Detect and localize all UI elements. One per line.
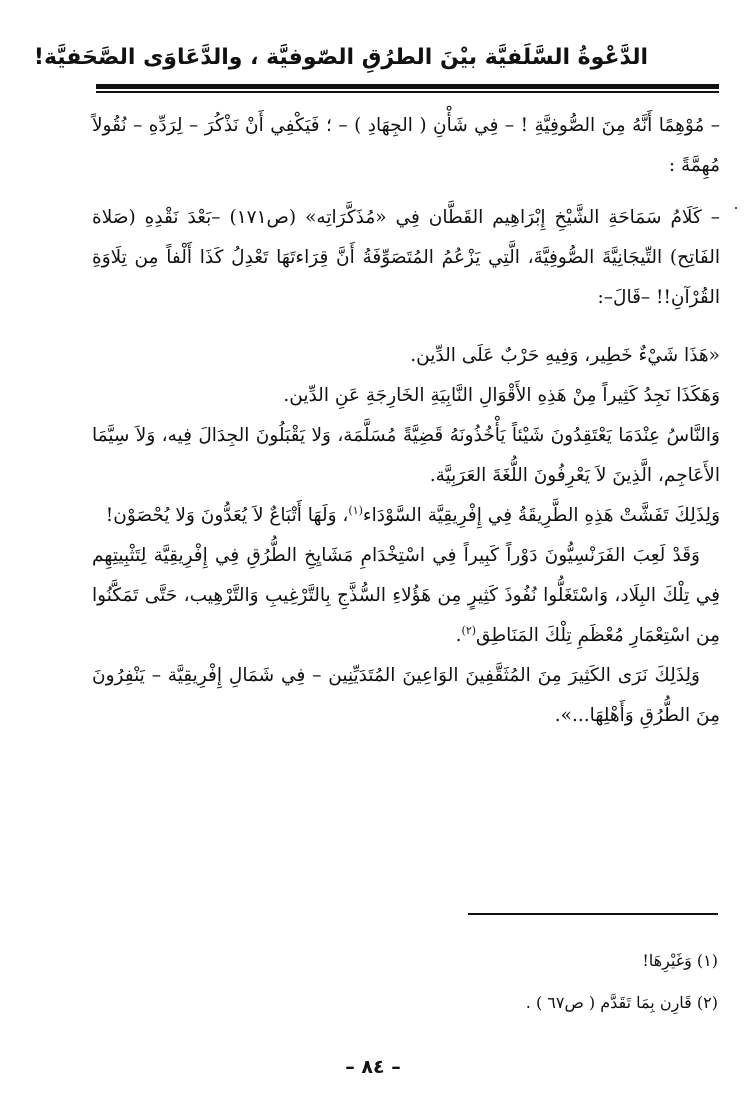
footnote-2: (٢) قَارِن بِمَا تَقَدَّم ( ص٦٧ ) . [525, 993, 718, 1012]
running-head: الدَّعْوةُ السَّلَفيَّة بيْنَ الطرُقِ الصّوفيَّة ، والدَّعَاوَى الصَّحَفيَّة! [33, 45, 648, 70]
page-number: – ٨٤ – [345, 1056, 401, 1078]
footnote-1: (١) وَغَيْرِهَا! [642, 951, 718, 970]
scan-speck [735, 207, 737, 209]
quote-line-4 [92, 496, 720, 536]
quote-line-5-end: . [455, 625, 462, 646]
quote-line-5-text: وَقَدْ لَعِبَ الفَرَنْسِيُّونَ دَوْراً كَبِيراً فِي اسْتِخْدَامِ مَشَايِخِ الطُّرُقِ فِي إِفْرِيقِيَّة لِتَثْبِيتِهِم فِي تِلْكَ البِلَاد، وَاسْتَغَلُّوا نُفُوذَ كَثِيرٍ مِن هَؤُلاءِ السُّذَّجِ بِالتَّرْغِيبِ وَالتَّرْهِيب، حَتَّى تَمَكَّنُوا مِن اسْتِعْمَارِ مُعْظَمِ تِلْكَ المَنَاطِق [92, 545, 720, 646]
footnote-rule [468, 913, 718, 915]
quote-line-3: وَالنَّاسُ عِنْدَمَا يَعْتَقِدُونَ شَيْئاً يَأْخُذُونَهُ قَضِيَّةً مُسَلَّمَة، وَلا يَقْبَلُونَ الجِدَالَ فِيه، وَلاَ سِيَّمَا الأَعَاجِم، الَّذِينَ لاَ يَعْرِفُونَ اللُّغَةَ العَرَبِيَّة. [92, 425, 720, 486]
quote-line-6: وَلِذَلِكَ نَرَى الكَثِيرَ مِنَ المُثَقَّفِينَ الوَاعِينَ المُتَدَيِّنِين – فِي شَمَالِ إِفْرِيقِيَّة – يَنْفِرُونَ مِنَ الطُّرُقِ وَأَهْلِهَا...». [92, 665, 720, 726]
quote-line-4-text: وَلِذَلِكَ تَفَشَّتْ هَذِهِ الطَّرِيقَةُ فِي إِفْرِيقِيَّة السَّوْدَاء [362, 505, 720, 526]
body-text [92, 106, 720, 736]
quote-line-1: «هَذَا شَيْءٌ خَطِير، وَفِيهِ حَرْبٌ عَلَى الدِّين. [410, 345, 720, 366]
quotation-block [92, 336, 720, 736]
header-rule-thick [96, 84, 719, 89]
paragraph-citation: – كَلَامُ سَمَاحَةِ الشَّيْخِ إِبْرَاهِيم القَطَّان فِي «مُذَكَّرَاتِه» (ص١٧١) –بَعْدَ نَقْدِهِ (صَلاة الفَاتِح) التِّيجَانِيَّةَ الصُّوفِيَّةَ، الَّتِي يَزْعُمُ المُتَصَوِّفَةُ أَنَّ قِرَاءتَهَا تَعْدِلُ كَذَا أَلْفاً مِن تِلَاوَةِ القُرْآنِ!! –قَالَ–: [92, 207, 720, 308]
footnotes [300, 940, 718, 1024]
quote-line-5 [92, 536, 720, 656]
footnote-ref-2[interactable]: (٢) [461, 623, 477, 637]
quote-line-2: وَهَكَذَا نَجِدُ كَثِيراً مِنْ هَذِهِ الأَقْوَالِ النَّابِيَةِ الخَارِجَةِ عَنِ الدِّين. [283, 385, 720, 406]
paragraph-intro: – مُوْهِمًا أَنَّهُ مِنَ الصُّوفِيَّةِ ! – فِي شَأْنِ ( الجِهَادِ ) – ؛ فَيَكْفِي أَنْ نَذْكُرَ – لِرَدِّهِ – نُقُولاً مُهِمَّةً : [92, 115, 720, 176]
quote-line-4-rest: ، وَلَهَا أَتْبَاعٌ لاَ يُعَدُّونَ وَلا يُحْصَوْن! [105, 505, 349, 526]
footnote-ref-1[interactable]: (١) [348, 503, 363, 517]
header-rule-thin [96, 91, 719, 93]
